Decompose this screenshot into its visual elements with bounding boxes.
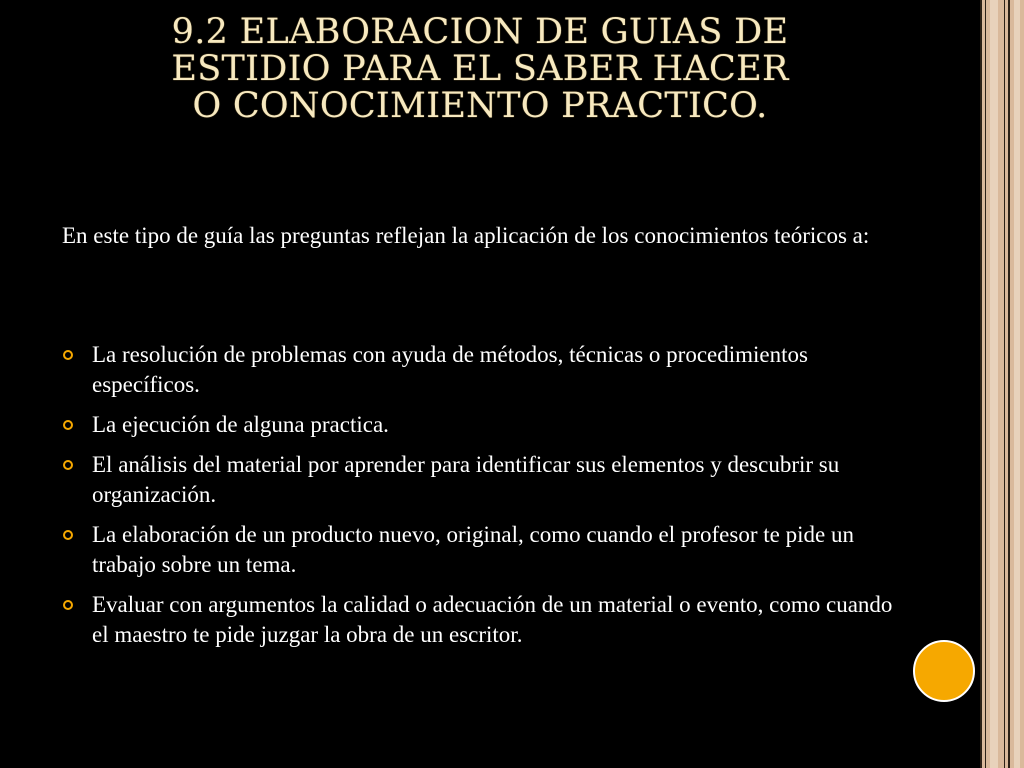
slide-title: [40, 14, 920, 125]
list-item-text: La ejecución de alguna practica.: [92, 412, 389, 437]
ring-bullet-icon: [63, 600, 73, 610]
intro-text: En este tipo de guía las preguntas reflejan la aplicación de los conocimientos teóricos a:: [62, 223, 870, 248]
list-item: [62, 340, 902, 400]
title-line-1: 9.2 ELABORACION DE GUIAS DE: [171, 12, 789, 52]
title-line-3: O CONOCIMIENTO PRACTICO.: [192, 86, 768, 127]
list-item-text: El análisis del material por aprender para identificar sus elementos y descubrir su organización.: [92, 452, 840, 507]
ring-bullet-icon: [63, 460, 73, 470]
list-item: [62, 450, 902, 510]
list-item-text: Evaluar con argumentos la calidad o adecuación de un material o evento, como cuando el maestro te pide juzgar la obra de un escritor.: [92, 592, 893, 647]
orange-circle-icon: [913, 640, 975, 702]
bullet-list: [62, 340, 902, 660]
ring-bullet-icon: [63, 350, 73, 360]
ring-bullet-icon: [63, 530, 73, 540]
list-item: [62, 590, 902, 650]
title-line-2: ESTIDIO PARA EL SABER HACER: [171, 49, 789, 90]
decorative-border: [980, 0, 1024, 768]
list-item: [62, 520, 902, 580]
ring-bullet-icon: [63, 420, 73, 430]
list-item-text: La resolución de problemas con ayuda de métodos, técnicas o procedimientos específicos.: [92, 342, 808, 397]
list-item-text: La elaboración de un producto nuevo, original, como cuando el profesor te pide un trabajo sobre un tema.: [92, 522, 854, 577]
list-item: [62, 410, 902, 440]
